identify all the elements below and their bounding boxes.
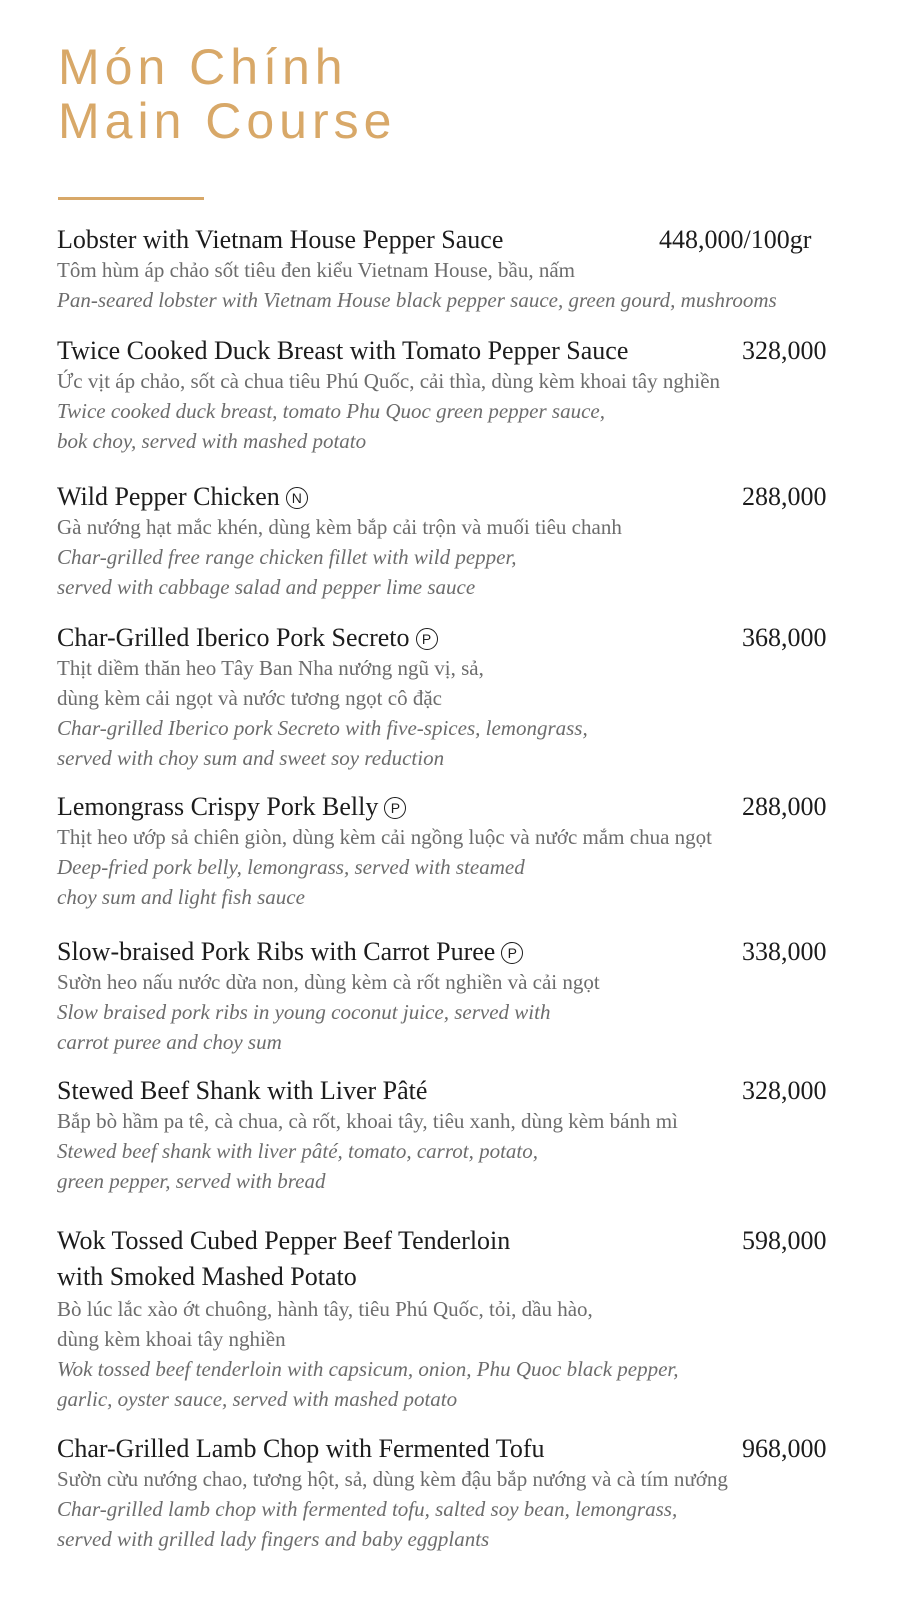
menu-item-price: 328,000 xyxy=(742,336,827,365)
menu-item-description-vi: Sườn cừu nướng chao, tương hột, sả, dùng kèm đậu bắp nướng và cà tím nướng xyxy=(57,1467,728,1491)
menu-item-wild-pepper-chicken xyxy=(57,479,917,602)
menu-item-name: Wok Tossed Cubed Pepper Beef Tenderloin with Smoked Mashed Potato xyxy=(57,1226,511,1291)
menu-item-description-en: Stewed beef shank with liver pâté, tomato, carrot, potato, green pepper, served with bread xyxy=(57,1139,538,1193)
menu-item-header xyxy=(57,222,917,255)
menu-item-price: 368,000 xyxy=(742,623,827,652)
menu-item-header xyxy=(57,479,917,512)
dietary-badge-icon: P xyxy=(416,628,438,650)
menu-item-price: 288,000 xyxy=(742,792,827,821)
menu-item-pork-ribs xyxy=(57,934,917,1057)
title-english: Main Course xyxy=(58,93,397,149)
menu-item-header xyxy=(57,934,917,967)
menu-item-header xyxy=(57,1073,917,1106)
menu-item-description-vi: Tôm hùm áp chảo sốt tiêu đen kiểu Vietnam House, bầu, nấm xyxy=(57,258,575,282)
menu-item-beef-tenderloin xyxy=(57,1223,917,1414)
menu-item-header xyxy=(57,1431,917,1464)
menu-item-price: 968,000 xyxy=(742,1434,827,1463)
menu-item-description-en: Twice cooked duck breast, tomato Phu Quoc green pepper sauce, bok choy, served with mashed potato xyxy=(57,399,605,453)
menu-item-header xyxy=(57,789,917,822)
menu-item-description-vi: Bò lúc lắc xào ớt chuông, hành tây, tiêu Phú Quốc, tỏi, dầu hào, dùng kèm khoai tây nghiền xyxy=(57,1297,593,1351)
menu-item-description-en: Deep-fried pork belly, lemongrass, served with steamed choy sum and light fish sauce xyxy=(57,855,525,909)
menu-item-description-en: Pan-seared lobster with Vietnam House black pepper sauce, green gourd, mushrooms xyxy=(57,288,777,312)
dietary-badge-icon: P xyxy=(384,797,406,819)
menu-item-description-en: Slow braised pork ribs in young coconut juice, served with carrot puree and choy sum xyxy=(57,1000,551,1054)
menu-item-name: Char-Grilled Lamb Chop with Fermented Tofu xyxy=(57,1434,545,1463)
menu-item-description-vi: Gà nướng hạt mắc khén, dùng kèm bắp cải trộn và muối tiêu chanh xyxy=(57,515,622,539)
menu-item-name: Twice Cooked Duck Breast with Tomato Pepper Sauce xyxy=(57,336,629,365)
menu-item-description-en: Wok tossed beef tenderloin with capsicum, onion, Phu Quoc black pepper, garlic, oyster sauce, served with mashed potato xyxy=(57,1357,679,1411)
menu-item-description-en: Char-grilled free range chicken fillet with wild pepper, served with cabbage salad and pepper lime sauce xyxy=(57,545,517,599)
dietary-badge-icon: N xyxy=(286,487,308,509)
title-divider xyxy=(58,197,204,200)
menu-item-name xyxy=(57,620,438,656)
menu-item-description-vi: Bắp bò hầm pa tê, cà chua, cà rốt, khoai tây, tiêu xanh, dùng kèm bánh mì xyxy=(57,1109,678,1133)
menu-item-name xyxy=(57,479,308,515)
menu-item-lobster xyxy=(57,222,917,315)
menu-item-duck-breast xyxy=(57,333,917,456)
menu-item-name xyxy=(57,934,523,970)
menu-item-description-vi: Thịt diềm thăn heo Tây Ban Nha nướng ngũ vị, sả, dùng kèm cải ngọt và nước tương ngọt cô đặc xyxy=(57,656,484,710)
menu-item-header xyxy=(57,1223,917,1294)
menu-item-beef-shank xyxy=(57,1073,917,1196)
menu-item-description-en: Char-grilled lamb chop with fermented tofu, salted soy bean, lemongrass, served with grilled lady fingers and baby eggplants xyxy=(57,1497,678,1551)
menu-item-price: 288,000 xyxy=(742,482,827,511)
menu-item-description-vi: Sườn heo nấu nước dừa non, dùng kèm cà rốt nghiền và cải ngọt xyxy=(57,970,600,994)
menu-item-name: Stewed Beef Shank with Liver Pâté xyxy=(57,1076,428,1105)
title-vietnamese: Món Chính xyxy=(58,39,348,95)
menu-item-description-vi: Ức vịt áp chảo, sốt cà chua tiêu Phú Quốc, cải thìa, dùng kèm khoai tây nghiền xyxy=(57,369,721,393)
menu-item-price: 328,000 xyxy=(742,1076,827,1105)
menu-item-pork-belly xyxy=(57,789,917,912)
page-title xyxy=(58,40,396,148)
dietary-badge-icon: P xyxy=(501,942,523,964)
menu-item-price: 338,000 xyxy=(742,937,827,966)
menu-item-name xyxy=(57,789,406,825)
menu-item-lamb-chop xyxy=(57,1431,917,1554)
menu-item-name-text: Wild Pepper Chicken xyxy=(57,482,280,511)
menu-item-price: 448,000/100gr xyxy=(659,225,812,254)
menu-item-name-text: Char-Grilled Iberico Pork Secreto xyxy=(57,623,410,652)
menu-item-description-vi: Thịt heo ướp sả chiên giòn, dùng kèm cải ngồng luộc và nước mắm chua ngọt xyxy=(57,825,712,849)
menu-item-name: Lobster with Vietnam House Pepper Sauce xyxy=(57,225,504,254)
menu-item-price: 598,000 xyxy=(742,1226,827,1255)
menu-item-header xyxy=(57,333,917,366)
menu-item-iberico-pork xyxy=(57,620,917,773)
menu-item-header xyxy=(57,620,917,653)
menu-item-name-text: Slow-braised Pork Ribs with Carrot Puree xyxy=(57,937,496,966)
menu-item-name-text: Lemongrass Crispy Pork Belly xyxy=(57,792,379,821)
menu-item-description-en: Char-grilled Iberico pork Secreto with five-spices, lemongrass, served with choy sum and sweet soy reduction xyxy=(57,716,588,770)
